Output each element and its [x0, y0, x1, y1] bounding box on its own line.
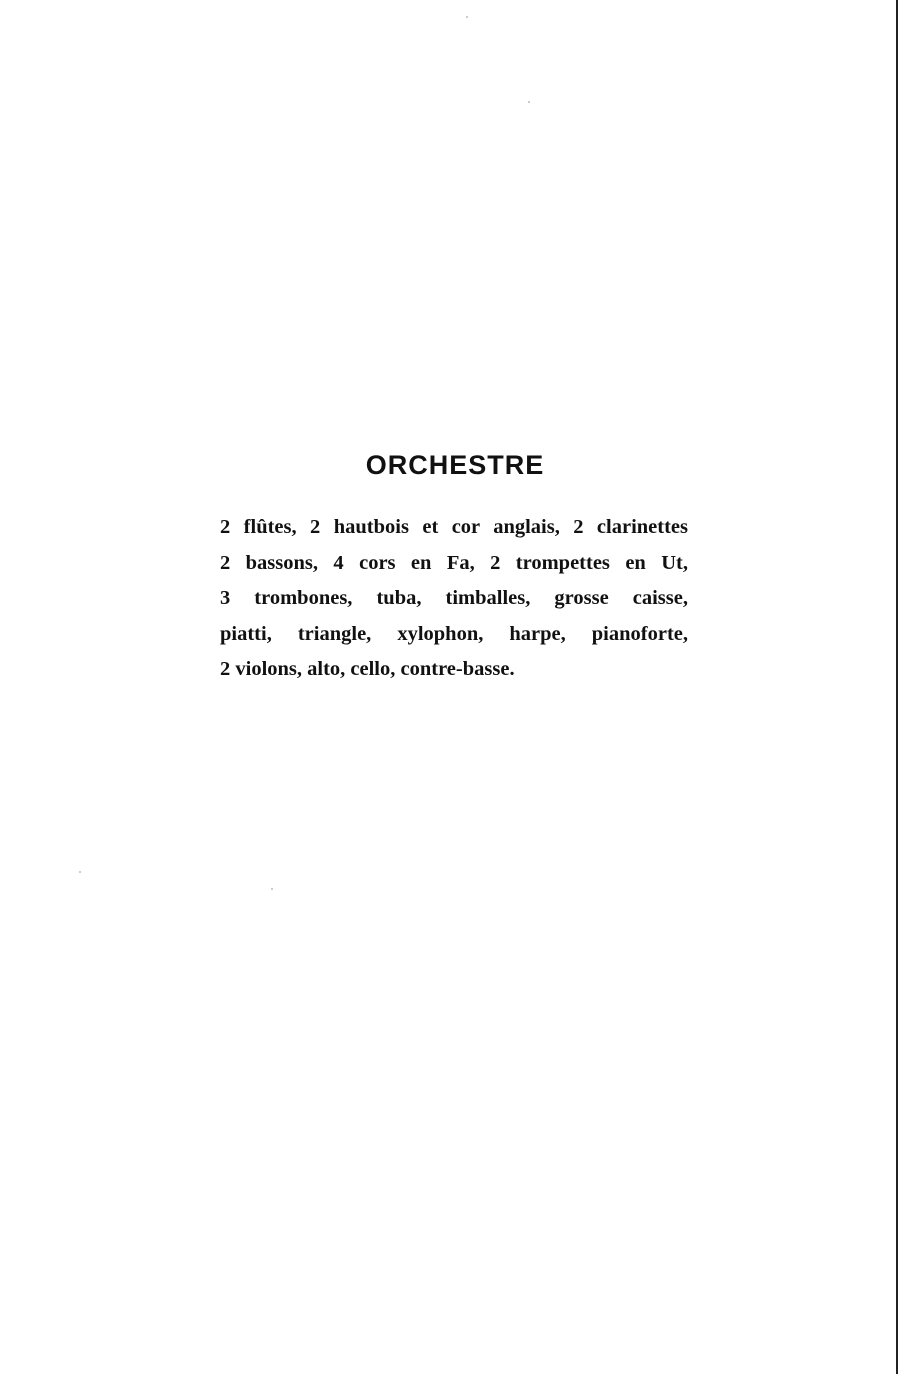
instrument-line: 2 violons, alto, cello, contre-basse.	[220, 658, 515, 680]
page-edge	[896, 0, 898, 1374]
scan-speck	[271, 888, 273, 890]
instrument-line: 2 bassons, 4 cors en Fa, 2 trompettes en Ut,	[220, 551, 688, 574]
scan-speck	[528, 101, 530, 103]
scan-speck	[79, 871, 81, 873]
instrument-line: piatti, triangle, xylophon, harpe, pianoforte,	[220, 622, 688, 645]
instrument-line: 2 flûtes, 2 hautbois et cor anglais, 2 clarinettes	[220, 516, 688, 538]
page-title: ORCHESTRE	[365, 450, 545, 480]
instrument-line: 3 trombones, tuba, timballes, grosse caisse,	[220, 587, 688, 609]
scan-speck	[466, 16, 468, 18]
instrument-list	[220, 510, 688, 688]
